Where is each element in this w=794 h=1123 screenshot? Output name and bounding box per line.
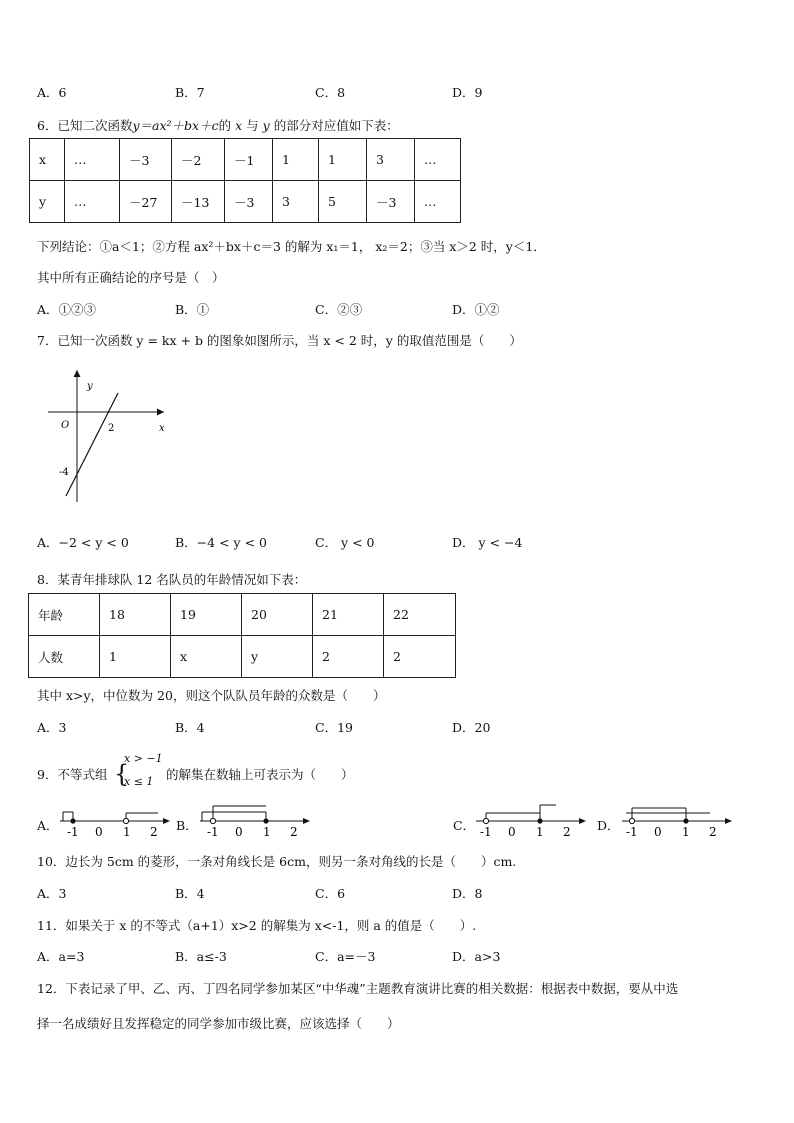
- origin-label: O: [61, 420, 70, 431]
- q9-stem-prefix: 9．不等式组: [37, 767, 108, 782]
- q9-label-d: D．: [597, 818, 620, 833]
- q11-options: [37, 947, 757, 965]
- table-cell: 人数: [29, 636, 100, 678]
- q7-option-b: B．−4 < y < 0: [175, 535, 267, 550]
- table-cell: 3: [273, 181, 319, 223]
- tick-label: 0: [235, 825, 243, 839]
- y-axis-arrow: [74, 370, 81, 377]
- table-cell: －2: [172, 139, 225, 181]
- q6-option-b: B．①: [175, 302, 210, 317]
- q9-number-line-a[interactable]: [56, 800, 176, 840]
- q10-option-b: B．4: [175, 886, 205, 901]
- table-cell: 5: [319, 181, 367, 223]
- table-cell: 1: [273, 139, 319, 181]
- hollow-point: [210, 818, 215, 823]
- q6-option-d: D．①②: [452, 302, 500, 317]
- q11-option-c: C．a=－3: [315, 949, 376, 964]
- q9-label-a: A．: [37, 818, 59, 833]
- q5-options: [37, 83, 757, 101]
- q5-option-a: A．6: [37, 85, 67, 100]
- table-cell: 20: [242, 594, 313, 636]
- table-cell: 1: [319, 139, 367, 181]
- tick-label: 2: [290, 825, 298, 839]
- tick-label: 1: [536, 825, 544, 839]
- tick-label: 2: [709, 825, 717, 839]
- q8-table-row-age: [29, 594, 456, 636]
- q11-stem: 11．如果关于 x 的不等式（a+1）x>2 的解集为 x<-1，则 a 的值是（ ）.: [37, 918, 477, 933]
- q6-table-row-x: [30, 139, 461, 181]
- q10-option-d: D．8: [452, 886, 483, 901]
- table-cell: y: [242, 636, 313, 678]
- q6-conclusions: 下列结论：①a＜1；②方程 ax²＋bx＋c＝3 的解为 x₁＝1， x₂＝2；③当 x＞2 时，y＜1．: [37, 239, 546, 254]
- q8-option-c: C．19: [315, 720, 353, 735]
- tick-label: 0: [95, 825, 103, 839]
- table-cell: …: [65, 181, 120, 223]
- solid-point: [537, 818, 542, 823]
- table-cell: y: [30, 181, 65, 223]
- q11-option-d: D．a>3: [452, 949, 501, 964]
- q7-graph: [40, 362, 175, 508]
- q7-option-c: C． y < 0: [315, 535, 375, 550]
- q6-option-a: A．①②③: [37, 302, 97, 317]
- axis-arrow: [303, 818, 310, 824]
- x-axis-label: x: [159, 423, 165, 434]
- tick-label: -1: [626, 825, 638, 839]
- solid-point: [683, 818, 688, 823]
- q6-table-row-y: [30, 181, 461, 223]
- solid-point: [70, 818, 75, 823]
- table-cell: …: [415, 139, 461, 181]
- q9-inequality-2: x ≤ 1: [124, 775, 154, 788]
- q7-options: [37, 533, 757, 551]
- table-cell: 21: [313, 594, 384, 636]
- q10-stem: 10．边长为 5cm 的菱形，一条对角线长是 6cm，则另一条对角线的长是（ ）cm.: [37, 854, 517, 869]
- q6-table: [29, 138, 461, 223]
- table-cell: 3: [367, 139, 415, 181]
- q12-stem-line-2: 择一名成绩好且发挥稳定的同学参加市级比赛，应该选择（ ）: [37, 1016, 400, 1031]
- hollow-point: [629, 818, 634, 823]
- y-axis-label: y: [87, 381, 93, 392]
- q8-option-b: B．4: [175, 720, 205, 735]
- q9-label-b: B．: [176, 818, 198, 833]
- table-cell: －3: [120, 139, 172, 181]
- solid-point: [263, 818, 268, 823]
- q6-options: [37, 300, 757, 318]
- tick-label: 0: [654, 825, 662, 839]
- x-axis-arrow: [157, 409, 164, 416]
- tick-label: -1: [207, 825, 219, 839]
- tick-label: -1: [67, 825, 79, 839]
- q12-stem-line-1: 12．下表记录了甲、乙、丙、丁四名同学参加某区“中华魂”主题教育演讲比赛的相关数据：根据表中数据，要从中选: [37, 981, 679, 996]
- table-cell: 2: [384, 636, 456, 678]
- q9-number-line-b[interactable]: [196, 800, 316, 840]
- hollow-point: [483, 818, 488, 823]
- q8-table-row-count: [29, 636, 456, 678]
- table-cell: 22: [384, 594, 456, 636]
- tick-label: 2: [150, 825, 158, 839]
- table-cell: －13: [172, 181, 225, 223]
- table-cell: 2: [313, 636, 384, 678]
- q9-inequality-1: x > −1: [124, 752, 163, 765]
- table-cell: 年龄: [29, 594, 100, 636]
- q11-option-b: B．a≤-3: [175, 949, 227, 964]
- q6-function: y＝ax²＋bx＋c: [132, 118, 219, 133]
- table-cell: －3: [367, 181, 415, 223]
- q5-option-b: B．7: [175, 85, 205, 100]
- x-intercept-label: 2: [108, 423, 115, 434]
- q8-table: [28, 593, 456, 678]
- q10-option-c: C．6: [315, 886, 346, 901]
- hollow-point: [123, 818, 128, 823]
- q6-stem: 6．已知二次函数y＝ax²＋bx＋c的 x 与 y 的部分对应值如下表：: [37, 118, 399, 133]
- q5-option-d: D．9: [452, 85, 483, 100]
- table-cell: －1: [225, 139, 273, 181]
- q7-option-d: D． y < −4: [452, 535, 523, 550]
- q8-condition: 其中 x>y，中位数为 20，则这个队队员年龄的众数是（ ）: [37, 688, 386, 703]
- axis-arrow: [579, 818, 586, 824]
- axis-arrow: [163, 818, 170, 824]
- q10-option-a: A．3: [37, 886, 67, 901]
- tick-label: 2: [563, 825, 571, 839]
- tick-label: 1: [123, 825, 131, 839]
- q6-option-c: C．②③: [315, 302, 363, 317]
- table-cell: －27: [120, 181, 172, 223]
- q9-brace: {: [114, 760, 130, 788]
- q9-number-line-d[interactable]: [618, 800, 738, 840]
- q8-options: [37, 718, 757, 736]
- tick-label: 1: [682, 825, 690, 839]
- table-cell: …: [65, 139, 120, 181]
- table-cell: x: [171, 636, 242, 678]
- q8-stem: 8．某青年排球队 12 名队员的年龄情况如下表：: [37, 572, 307, 587]
- table-cell: 1: [100, 636, 171, 678]
- q10-options: [37, 884, 757, 902]
- q8-option-a: A．3: [37, 720, 67, 735]
- q7-option-a: A．−2 < y < 0: [37, 535, 129, 550]
- tick-label: 1: [263, 825, 271, 839]
- q9-stem-suffix: 的解集在数轴上可表示为（ ）: [166, 767, 354, 782]
- q8-option-d: D．20: [452, 720, 491, 735]
- y-intercept-label: -4: [59, 467, 69, 478]
- q6-question: 其中所有正确结论的序号是（ ）: [37, 270, 225, 285]
- table-cell: －3: [225, 181, 273, 223]
- q5-option-c: C．8: [315, 85, 346, 100]
- q11-option-a: A．a=3: [37, 949, 85, 964]
- q9-label-c: C．: [453, 818, 476, 833]
- tick-label: 0: [508, 825, 516, 839]
- axis-arrow: [725, 818, 732, 824]
- table-cell: 18: [100, 594, 171, 636]
- table-cell: 19: [171, 594, 242, 636]
- table-cell: x: [30, 139, 65, 181]
- table-cell: …: [415, 181, 461, 223]
- tick-label: -1: [480, 825, 492, 839]
- q9-number-line-c[interactable]: [472, 800, 592, 840]
- q7-stem: 7．已知一次函数 y = kx + b 的图象如图所示，当 x < 2 时，y 的取值范围是（ ）: [37, 333, 522, 348]
- function-line: [66, 393, 118, 496]
